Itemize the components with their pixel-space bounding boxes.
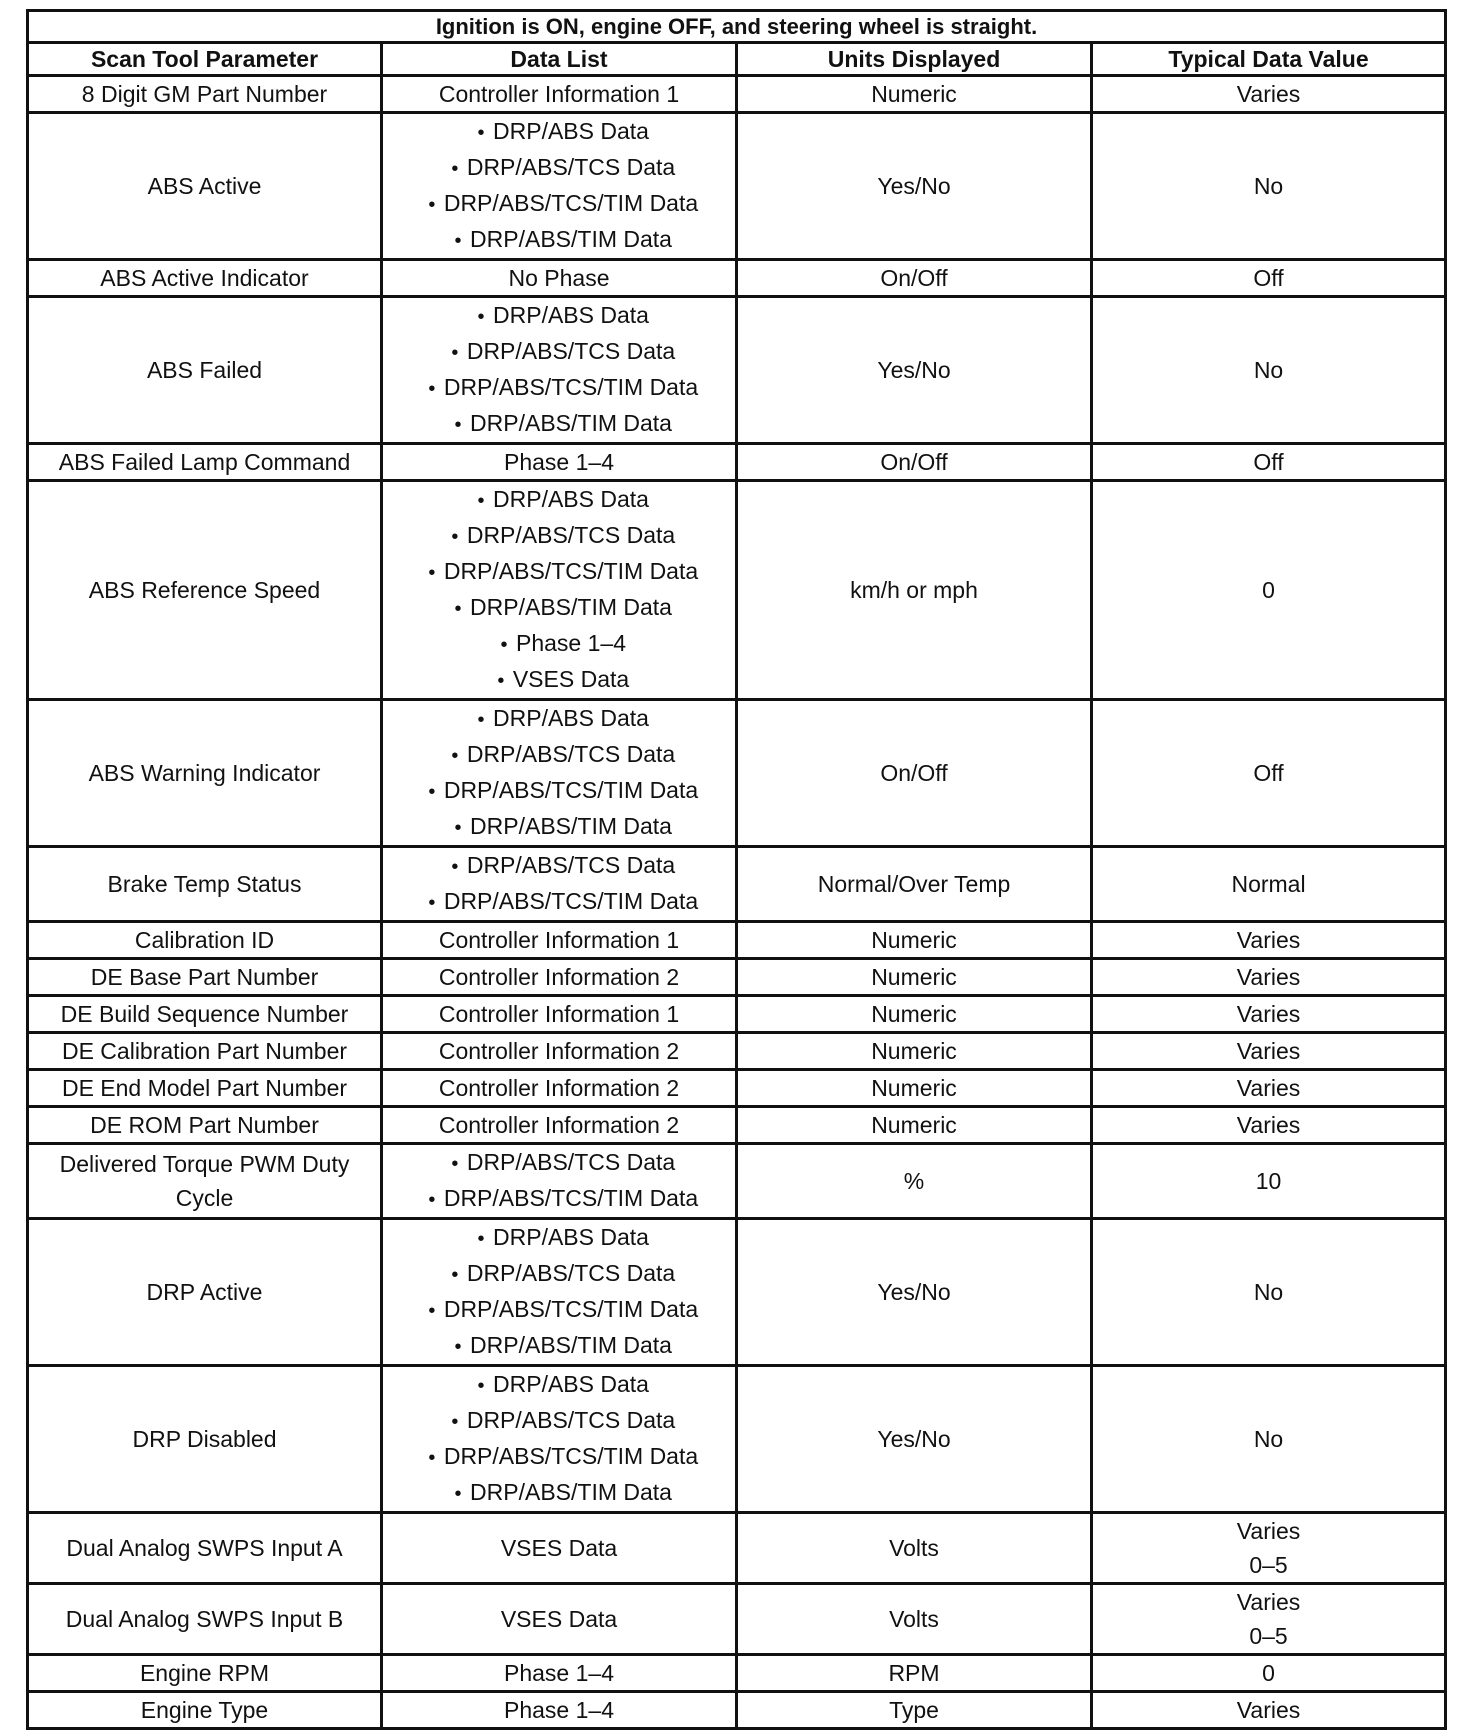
- units-cell: Numeric: [737, 922, 1092, 959]
- data-list-item-label: DRP/ABS/TIM Data: [470, 410, 672, 436]
- column-header-units: Units Displayed: [737, 43, 1092, 76]
- typical-value-cell: [1092, 113, 1446, 260]
- typical-value-cell: [1092, 76, 1446, 113]
- table-row: [28, 1366, 1446, 1513]
- data-list-item-label: DRP/ABS/TCS/TIM Data: [443, 1185, 699, 1211]
- data-list-cell: [382, 481, 737, 700]
- units-cell: On/Off: [737, 700, 1092, 847]
- data-list-item: [387, 1367, 731, 1403]
- column-header-data-list: Data List: [382, 43, 737, 76]
- table-row: [28, 1107, 1446, 1144]
- data-list-item: [387, 482, 731, 518]
- data-list-item: [387, 370, 731, 406]
- typical-value-line: 10: [1255, 1168, 1282, 1194]
- data-list-item: [387, 114, 731, 150]
- units-cell: Yes/No: [737, 1219, 1092, 1366]
- typical-value-line: No: [1253, 1279, 1284, 1305]
- data-list-item: [387, 1475, 731, 1511]
- typical-value-line: Varies: [1236, 927, 1301, 953]
- table-row: [28, 1655, 1446, 1692]
- table-row: [28, 1033, 1446, 1070]
- table-row: [28, 959, 1446, 996]
- typical-value-cell: [1092, 1513, 1446, 1584]
- data-list-item-label: DRP/ABS/TCS/TIM Data: [443, 777, 699, 803]
- data-list-item: [387, 518, 731, 554]
- table-row: [28, 1584, 1446, 1655]
- parameter-cell: Engine RPM: [28, 1655, 382, 1692]
- parameter-cell: DRP Active: [28, 1219, 382, 1366]
- parameter-cell: DE Calibration Part Number: [28, 1033, 382, 1070]
- typical-value-line: Varies: [1236, 1038, 1301, 1064]
- units-cell: Numeric: [737, 996, 1092, 1033]
- data-list-item: [387, 1145, 731, 1181]
- data-list-item-label: DRP/ABS/TCS Data: [466, 741, 676, 767]
- units-cell: Numeric: [737, 76, 1092, 113]
- column-header-parameter: Scan Tool Parameter: [28, 43, 382, 76]
- data-list-item-label: DRP/ABS/TCS Data: [466, 522, 676, 548]
- data-list-cell: [382, 1219, 737, 1366]
- table-row: [28, 1513, 1446, 1584]
- table-row: [28, 700, 1446, 847]
- typical-value-cell: [1092, 1033, 1446, 1070]
- data-list-item-label: DRP/ABS Data: [493, 118, 649, 144]
- data-list-item-label: DRP/ABS/TCS/TIM Data: [443, 190, 699, 216]
- typical-value-line: 0–5: [1249, 1623, 1288, 1649]
- data-list-cell: Phase 1–4: [382, 1655, 737, 1692]
- table-row: [28, 1219, 1446, 1366]
- units-cell: %: [737, 1144, 1092, 1219]
- data-list-item: [387, 701, 731, 737]
- parameter-cell: ABS Warning Indicator: [28, 700, 382, 847]
- units-cell: RPM: [737, 1655, 1092, 1692]
- data-list-item-label: DRP/ABS/TCS/TIM Data: [443, 1296, 699, 1322]
- data-list-cell: [382, 1144, 737, 1219]
- data-list-item: [387, 809, 731, 845]
- data-list-item: [387, 406, 731, 442]
- typical-value-line: Normal: [1231, 871, 1306, 897]
- data-list-item-label: DRP/ABS/TCS Data: [466, 1149, 676, 1175]
- typical-value-cell: [1092, 260, 1446, 297]
- parameter-cell: DE Build Sequence Number: [28, 996, 382, 1033]
- data-list-item: [387, 626, 731, 662]
- parameter-cell: DE End Model Part Number: [28, 1070, 382, 1107]
- data-list-item: [387, 554, 731, 590]
- typical-value-cell: [1092, 1219, 1446, 1366]
- data-list-item: [387, 590, 731, 626]
- data-list-item-label: DRP/ABS/TCS Data: [466, 852, 676, 878]
- data-list-cell: Controller Information 2: [382, 1033, 737, 1070]
- data-list-item: [387, 773, 731, 809]
- table-row: [28, 1692, 1446, 1729]
- typical-value-line: Varies: [1236, 1112, 1301, 1138]
- scan-tool-data-table: [26, 9, 1447, 1730]
- data-list-item-label: DRP/ABS Data: [493, 1224, 649, 1250]
- data-list-item: [387, 1256, 731, 1292]
- data-list-cell: [382, 113, 737, 260]
- data-list: [387, 298, 731, 442]
- typical-value-cell: [1092, 1584, 1446, 1655]
- data-list-item-label: DRP/ABS Data: [493, 486, 649, 512]
- data-list: [387, 701, 731, 845]
- data-list-item-label: DRP/ABS/TCS/TIM Data: [443, 1443, 699, 1469]
- units-cell: Numeric: [737, 1107, 1092, 1144]
- typical-value-line: Varies: [1236, 1589, 1301, 1615]
- data-list-item: [387, 1292, 731, 1328]
- data-list-cell: Phase 1–4: [382, 444, 737, 481]
- typical-value-line: Varies: [1236, 1075, 1301, 1101]
- typical-value-cell: [1092, 1366, 1446, 1513]
- data-list-item: [387, 737, 731, 773]
- typical-value-cell: [1092, 444, 1446, 481]
- data-list-cell: VSES Data: [382, 1584, 737, 1655]
- data-list-item-label: DRP/ABS Data: [493, 302, 649, 328]
- parameter-cell: Calibration ID: [28, 922, 382, 959]
- units-cell: On/Off: [737, 444, 1092, 481]
- parameter-cell: Dual Analog SWPS Input B: [28, 1584, 382, 1655]
- data-list-item: [387, 848, 731, 884]
- data-list-item: [387, 222, 731, 258]
- typical-value-line: Varies: [1236, 1697, 1301, 1723]
- typical-value-line: No: [1253, 173, 1284, 199]
- typical-value-line: 0–5: [1249, 1552, 1288, 1578]
- data-list-item-label: DRP/ABS/TCS Data: [466, 1260, 676, 1286]
- data-list-cell: [382, 297, 737, 444]
- data-list-item-label: DRP/ABS/TIM Data: [470, 226, 672, 252]
- units-cell: km/h or mph: [737, 481, 1092, 700]
- typical-value-cell: [1092, 700, 1446, 847]
- parameter-cell: DE Base Part Number: [28, 959, 382, 996]
- table-row: [28, 481, 1446, 700]
- typical-value-line: Off: [1253, 760, 1284, 786]
- data-list-cell: [382, 847, 737, 922]
- table-row: [28, 847, 1446, 922]
- data-list-item-label: DRP/ABS/TCS/TIM Data: [443, 888, 699, 914]
- units-cell: Type: [737, 1692, 1092, 1729]
- typical-value-line: No: [1253, 1426, 1284, 1452]
- table-body: [28, 76, 1446, 1729]
- data-list-cell: Controller Information 1: [382, 76, 737, 113]
- parameter-cell: DE ROM Part Number: [28, 1107, 382, 1144]
- typical-value-line: Off: [1253, 265, 1284, 291]
- data-list-item: [387, 1181, 731, 1217]
- typical-value-cell: [1092, 1655, 1446, 1692]
- data-list-cell: Controller Information 2: [382, 1070, 737, 1107]
- data-list-item-label: DRP/ABS/TCS/TIM Data: [443, 558, 699, 584]
- parameter-cell: Dual Analog SWPS Input A: [28, 1513, 382, 1584]
- data-list: [387, 1145, 731, 1217]
- parameter-cell: ABS Failed Lamp Command: [28, 444, 382, 481]
- parameter-cell: 8 Digit GM Part Number: [28, 76, 382, 113]
- data-list: [387, 482, 731, 698]
- typical-value-cell: [1092, 1107, 1446, 1144]
- typical-value-cell: [1092, 996, 1446, 1033]
- data-list-item-label: DRP/ABS/TIM Data: [470, 1332, 672, 1358]
- data-list-cell: Controller Information 1: [382, 996, 737, 1033]
- table-row: [28, 922, 1446, 959]
- data-list-item: [387, 298, 731, 334]
- data-list-cell: No Phase: [382, 260, 737, 297]
- typical-value-cell: [1092, 959, 1446, 996]
- parameter-cell: Engine Type: [28, 1692, 382, 1729]
- data-list-cell: Controller Information 2: [382, 959, 737, 996]
- data-list-cell: Controller Information 2: [382, 1107, 737, 1144]
- table-row: [28, 260, 1446, 297]
- units-cell: Numeric: [737, 959, 1092, 996]
- data-list-cell: Controller Information 1: [382, 922, 737, 959]
- data-list-item: [387, 334, 731, 370]
- units-cell: Normal/Over Temp: [737, 847, 1092, 922]
- data-list-item-label: DRP/ABS/TIM Data: [470, 813, 672, 839]
- table-row: [28, 444, 1446, 481]
- typical-value-line: Varies: [1236, 964, 1301, 990]
- table-row: [28, 113, 1446, 260]
- data-list-item-label: DRP/ABS/TIM Data: [470, 1479, 672, 1505]
- parameter-cell: ABS Failed: [28, 297, 382, 444]
- parameter-cell: ABS Active: [28, 113, 382, 260]
- units-cell: Yes/No: [737, 113, 1092, 260]
- table-row: [28, 1144, 1446, 1219]
- units-cell: Yes/No: [737, 297, 1092, 444]
- data-list-item-label: DRP/ABS Data: [493, 705, 649, 731]
- units-cell: Numeric: [737, 1033, 1092, 1070]
- header-row: [28, 43, 1446, 76]
- data-list: [387, 848, 731, 920]
- data-list-item-label: DRP/ABS/TCS Data: [466, 154, 676, 180]
- data-list-item-label: DRP/ABS/TCS Data: [466, 1407, 676, 1433]
- parameter-cell: ABS Reference Speed: [28, 481, 382, 700]
- typical-value-line: 0: [1262, 577, 1275, 603]
- typical-value-line: Varies: [1236, 81, 1301, 107]
- column-header-typical-value: Typical Data Value: [1092, 43, 1446, 76]
- data-list-item: [387, 1439, 731, 1475]
- typical-value-line: No: [1253, 357, 1284, 383]
- units-cell: Volts: [737, 1584, 1092, 1655]
- data-list-item-label: DRP/ABS Data: [493, 1371, 649, 1397]
- typical-value-line: Varies: [1236, 1001, 1301, 1027]
- units-cell: Numeric: [737, 1070, 1092, 1107]
- data-list: [387, 114, 731, 258]
- data-list-item: [387, 150, 731, 186]
- parameter-cell: DRP Disabled: [28, 1366, 382, 1513]
- data-list-item: [387, 1220, 731, 1256]
- typical-value-cell: [1092, 1070, 1446, 1107]
- typical-value-line: Varies: [1236, 1518, 1301, 1544]
- data-list-item: [387, 1328, 731, 1364]
- units-cell: Volts: [737, 1513, 1092, 1584]
- table-caption: Ignition is ON, engine OFF, and steering wheel is straight.: [28, 11, 1446, 43]
- data-list-item-label: DRP/ABS/TCS Data: [466, 338, 676, 364]
- data-list-item: [387, 662, 731, 698]
- data-list-cell: [382, 700, 737, 847]
- data-list-item-label: DRP/ABS/TCS/TIM Data: [443, 374, 699, 400]
- typical-value-cell: [1092, 847, 1446, 922]
- typical-value-line: Off: [1253, 449, 1284, 475]
- data-list-item: [387, 1403, 731, 1439]
- table-row: [28, 76, 1446, 113]
- data-list-item-label: Phase 1–4: [516, 630, 626, 656]
- data-list: [387, 1220, 731, 1364]
- typical-value-cell: [1092, 297, 1446, 444]
- data-list-item: [387, 186, 731, 222]
- parameter-cell: Delivered Torque PWM Duty Cycle: [28, 1144, 382, 1219]
- data-list: [387, 1367, 731, 1511]
- units-cell: On/Off: [737, 260, 1092, 297]
- data-list-cell: Phase 1–4: [382, 1692, 737, 1729]
- data-list-item-label: VSES Data: [512, 666, 630, 692]
- data-list-cell: [382, 1366, 737, 1513]
- typical-value-cell: [1092, 922, 1446, 959]
- parameter-cell: Brake Temp Status: [28, 847, 382, 922]
- table-row: [28, 996, 1446, 1033]
- typical-value-cell: [1092, 481, 1446, 700]
- typical-value-line: 0: [1262, 1660, 1275, 1686]
- typical-value-cell: [1092, 1692, 1446, 1729]
- data-list-cell: VSES Data: [382, 1513, 737, 1584]
- data-list-item: [387, 884, 731, 920]
- parameter-cell: ABS Active Indicator: [28, 260, 382, 297]
- caption-row: [28, 11, 1446, 43]
- typical-value-cell: [1092, 1144, 1446, 1219]
- units-cell: Yes/No: [737, 1366, 1092, 1513]
- data-list-item-label: DRP/ABS/TIM Data: [470, 594, 672, 620]
- table-row: [28, 1070, 1446, 1107]
- table-row: [28, 297, 1446, 444]
